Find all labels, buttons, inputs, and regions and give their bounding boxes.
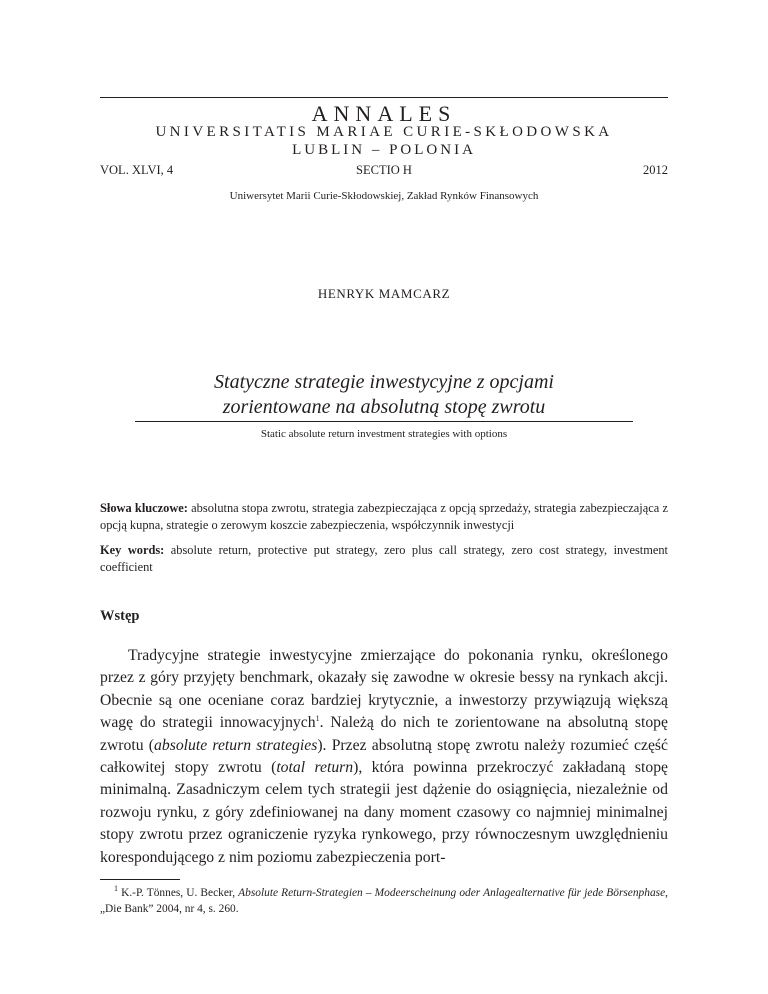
journal-location: LUBLIN – POLONIA [292,142,476,158]
keywords-english-label: Key words: [100,543,165,557]
body-text-3: ). Przez absolutną stopę zwrotu należy rozumieć część całkowitej stopy zwrotu ( [100,736,668,777]
journal-name: ANNALES [311,101,457,126]
keywords-english [100,542,668,576]
body-text-4: ), która powinna przekroczyć zakładaną stopę minimalną. Zasadniczym celem tych strategii jest dążenie do osiągnięcia, niezależnie od rozwoju rynku, z góry zdefiniowanej na dany moment czasowy co najmniej minimalnej stopy zwrotu przez ograniczenie ryzyka rynkowego, przy równoczesnym uwzględnieniu korespondującego z nim poziomu zabezpieczenia port- [100,759,668,866]
footnote-title: Absolute Return-Strategien – Modeerscheinung oder Anlagealternative für jede Börsenphase [238,887,666,899]
university-name: UNIVERSITATIS MARIAE CURIE-SKŁODOWSKA [155,124,613,140]
journal-section: SECTIO H [356,163,412,177]
footnote-source: , „Die Bank” 2004, nr 4, s. 260. [100,887,668,915]
body-paragraph [100,645,668,869]
keywords-polish-label: Słowa kluczowe: [100,501,188,515]
article-title-polish [0,370,768,420]
article-title-line-1: Statyczne strategie inwestycyjne z opcjami [214,371,554,393]
footnote-rule [100,879,180,880]
author-affiliation: Uniwersytet Marii Curie-Skłodowskiej, Zakład Rynków Finansowych [229,190,539,202]
volume-number: VOL. XLVI, 4 [100,163,174,177]
author-name: HENRYK MAMCARZ [317,286,451,301]
header-top-rule [100,97,668,98]
keywords-polish-text: absolutna stopa zwrotu, strategia zabezpieczająca z opcją sprzedaży, strategia zabezpieczająca z opcją kupna, strategie o zerowym koszcie zabezpieczenia, współczynnik inwestycji [100,501,668,532]
article-title-english: Static absolute return investment strategies with options [260,428,508,440]
footnote-reference: 1 [315,713,320,723]
keywords-english-text: absolute return, protective put strategy, zero plus call strategy, zero cost strategy, investment coefficient [100,543,668,574]
article-title-line-2: zorientowane na absolutną stopę zwrotu [222,396,546,418]
term-absolute-return-strategies: absolute return strategies [154,736,318,754]
publication-year: 2012 [643,163,668,177]
body-text-2: . Należą do nich te zorientowane na absolutną stopę zwrotu ( [100,714,668,754]
keywords-polish [100,500,668,534]
title-rule [135,421,633,422]
body-text-1: Tradycyjne strategie inwestycyjne zmierzające do pokonania rynku, określonego przez z góry przyjęty benchmark, okazały się zawodne w okresie bessy na rynkach akcji. Obecnie są one oceniane coraz bardziej krytycznie, a inwestorzy przywiązują większą wagę do strategii innowacyjnych [100,647,668,732]
footnote-authors: K.-P. Tönnes, U. Becker, [118,887,239,899]
section-heading: Wstęp [100,608,140,624]
term-total-return: total return [276,759,354,777]
footnote [100,885,668,917]
footnote-number: 1 [114,884,118,894]
